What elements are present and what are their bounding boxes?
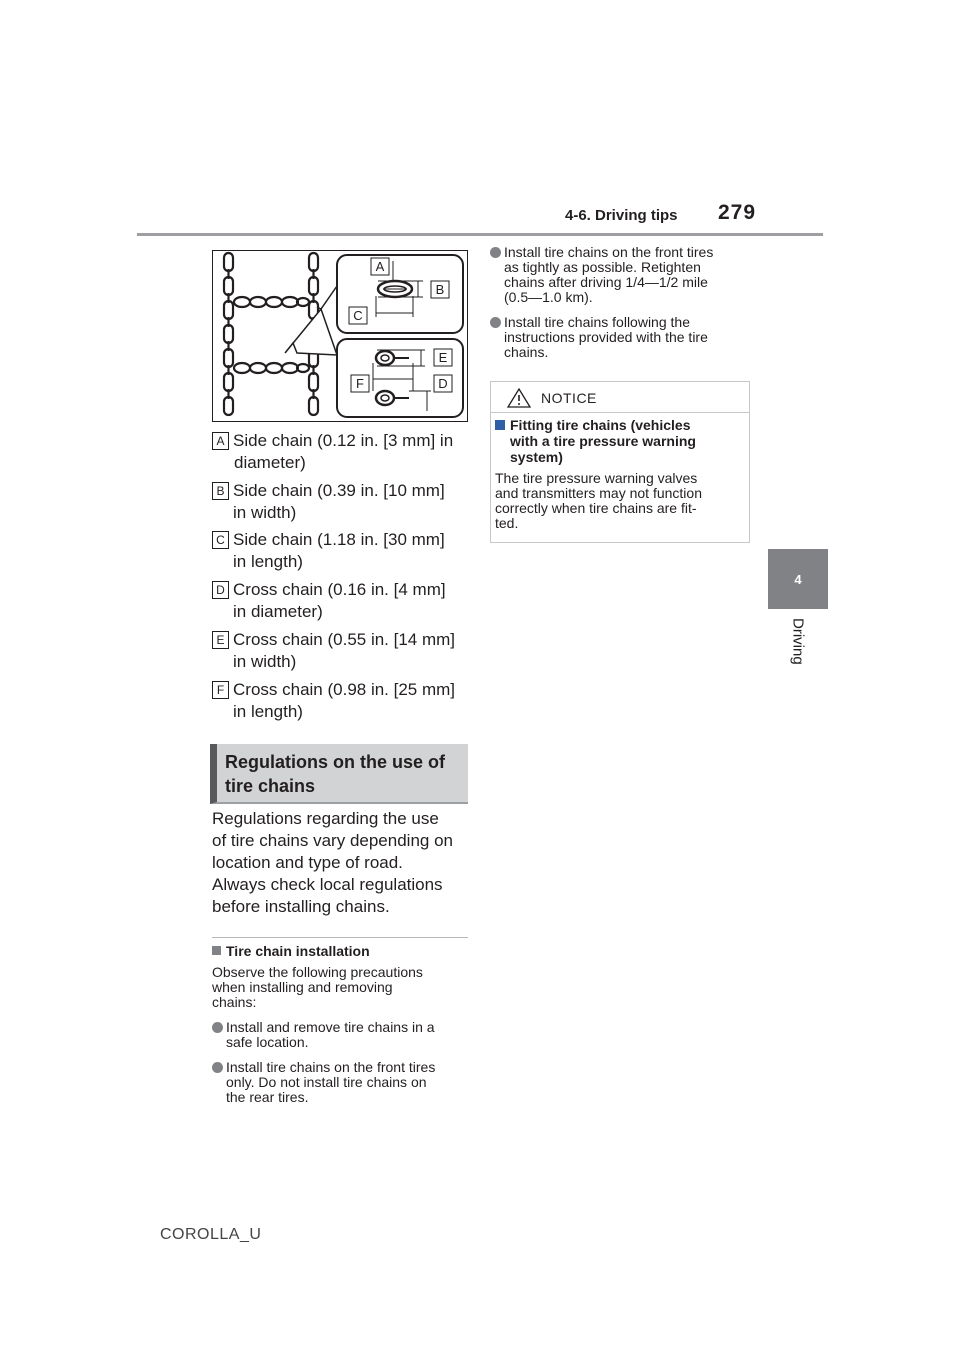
warning-triangle-icon — [507, 388, 531, 408]
notice-box — [490, 381, 750, 543]
chapter-label-text: Driving — [789, 618, 807, 665]
body-line: as tightly as possible. Retighten — [504, 259, 701, 275]
legend-item — [212, 679, 472, 725]
legend-item — [212, 579, 472, 625]
legend-item — [212, 480, 472, 526]
notice-body — [495, 471, 747, 531]
body-line: Install tire chains following the — [504, 314, 690, 330]
body-line: The tire pressure warning valves — [495, 470, 698, 486]
installation-heading-text: Tire chain installation — [226, 943, 370, 959]
tire-chain-illustration — [213, 251, 467, 421]
list-item — [490, 245, 760, 309]
body-line: Always check local regulations — [212, 875, 443, 894]
body-line: chains: — [212, 994, 257, 1010]
notice-heading-line: system) — [510, 449, 563, 465]
legend-key: F — [212, 681, 229, 699]
chapter-tab — [768, 549, 828, 609]
body-line: safe location. — [226, 1034, 309, 1050]
body-line: Install tire chains on the front tires — [504, 244, 714, 260]
figure-label-b: B — [435, 282, 445, 297]
legend-key: D — [212, 581, 229, 599]
legend-text: Cross chain (0.16 in. [4 mm] — [233, 580, 446, 599]
legend-item — [212, 430, 472, 476]
legend-key: A — [212, 432, 229, 450]
figure-label-f: F — [356, 376, 364, 391]
notice-heading-line: Fitting tire chains (vehicles — [510, 417, 691, 433]
body-line: the rear tires. — [226, 1089, 309, 1105]
regulations-heading-line: tire chains — [225, 776, 316, 796]
cross-chain-lower — [234, 363, 309, 373]
cross-chain-upper — [234, 297, 309, 307]
square-bullet-icon — [212, 946, 221, 955]
regulations-heading-line: Regulations on the use of — [225, 752, 446, 772]
body-line: Observe the following precautions — [212, 964, 423, 980]
body-line: Regulations regarding the use — [212, 809, 439, 828]
legend-item — [212, 529, 472, 575]
body-line: correctly when tire chains are fit- — [495, 500, 697, 516]
list-item — [212, 1020, 474, 1054]
callout-side-chain — [337, 255, 463, 333]
body-line: and transmitters may not function — [495, 485, 702, 501]
chapter-label — [768, 618, 828, 688]
body-line: location and type of road. — [212, 853, 403, 872]
callout-cross-chain — [337, 339, 463, 417]
section-divider — [212, 937, 468, 938]
regulations-heading — [210, 744, 468, 804]
bullet-icon — [490, 247, 501, 258]
body-line: when installing and removing — [212, 979, 393, 995]
footer-model: COROLLA_U — [160, 1226, 262, 1243]
body-line: chains. — [504, 344, 549, 360]
body-line: ted. — [495, 515, 519, 531]
notice-heading-line: with a tire pressure warning — [510, 433, 696, 449]
figure-label-d: D — [438, 376, 448, 391]
body-line: only. Do not install tire chains on — [226, 1074, 427, 1090]
legend-text: in length) — [233, 702, 303, 721]
legend-text: diameter) — [234, 453, 306, 472]
list-item — [212, 1060, 474, 1110]
legend-key: B — [212, 482, 229, 500]
header-divider — [137, 233, 823, 236]
body-line: Install tire chains on the front tires — [226, 1059, 436, 1075]
bullet-icon — [212, 1062, 223, 1073]
regulations-body — [212, 808, 474, 918]
legend-text: Cross chain (0.55 in. [14 mm] — [233, 630, 456, 649]
legend-text: Side chain (1.18 in. [30 mm] — [233, 530, 445, 549]
legend-text: in length) — [233, 552, 303, 571]
bullet-icon — [212, 1022, 223, 1033]
legend-text: in width) — [233, 652, 297, 671]
notice-heading — [495, 417, 745, 465]
legend-text: Side chain (0.39 in. [10 mm] — [233, 481, 445, 500]
legend-key: C — [212, 531, 229, 549]
installation-heading — [212, 943, 370, 959]
legend-text: in width) — [233, 503, 297, 522]
installation-intro — [212, 965, 474, 1010]
legend-text: in diameter) — [233, 602, 323, 621]
chapter-number: 4 — [794, 571, 802, 587]
notice-header — [491, 382, 749, 413]
legend-item — [212, 629, 472, 675]
tire-chain-diagram — [212, 250, 468, 422]
legend-text: Cross chain (0.98 in. [25 mm] — [233, 680, 456, 699]
legend-key: E — [212, 631, 229, 649]
figure-label-a: A — [375, 259, 385, 274]
legend-text: Side chain (0.12 in. [3 mm] in — [233, 431, 454, 450]
body-line: instructions provided with the tire — [504, 329, 708, 345]
body-line: of tire chains vary depending on — [212, 831, 453, 850]
notice-label: NOTICE — [541, 390, 597, 406]
section-title: 4-6. Driving tips — [565, 207, 678, 224]
body-line: chains after driving 1/4—1/2 mile — [504, 274, 708, 290]
bullet-icon — [490, 317, 501, 328]
square-bullet-icon — [495, 420, 505, 430]
body-line: before installing chains. — [212, 897, 390, 916]
figure-label-e: E — [438, 350, 448, 365]
body-line: Install and remove tire chains in a — [226, 1019, 435, 1035]
page-number: 279 — [718, 201, 757, 224]
list-item — [490, 315, 760, 365]
figure-label-c: C — [353, 308, 363, 323]
body-line: (0.5—1.0 km). — [504, 289, 593, 305]
vertical-chain-left — [224, 253, 233, 415]
